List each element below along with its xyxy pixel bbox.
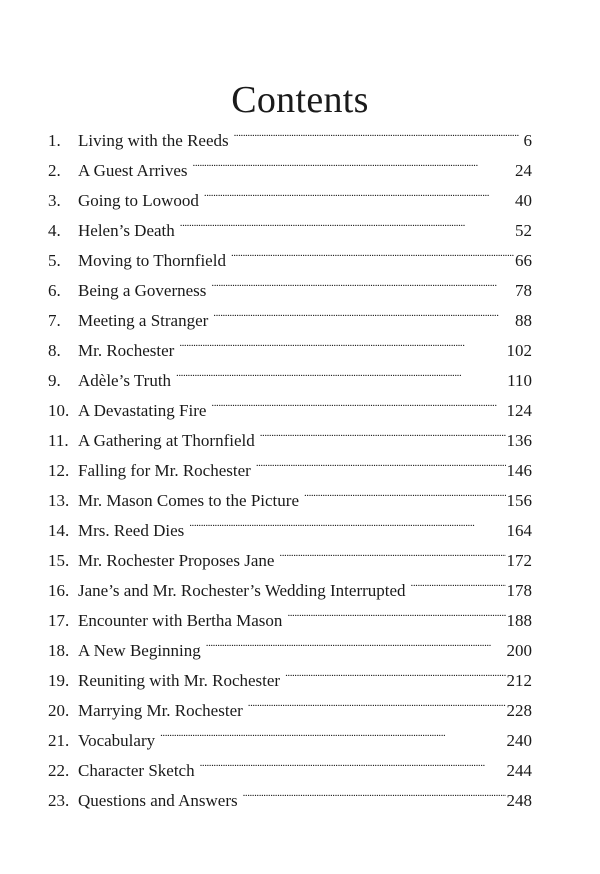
dot-leader xyxy=(213,296,514,326)
page-number: 110 xyxy=(507,371,532,390)
dot-leader xyxy=(200,746,506,776)
page-number: 156 xyxy=(506,491,532,510)
chapter-title: Jane’s and Mr. Rochester’s Wedding Interrupted xyxy=(78,581,406,600)
dot-leader xyxy=(179,326,505,356)
chapter-title: A Devastating Fire xyxy=(78,401,207,420)
page-number: 66 xyxy=(515,251,532,270)
page-number: 172 xyxy=(506,551,532,570)
dot-leader xyxy=(204,176,514,206)
dot-leader xyxy=(248,686,506,716)
chapter-number: 14. xyxy=(48,521,70,540)
page-number: 212 xyxy=(506,671,532,690)
dot-leader xyxy=(231,236,514,266)
chapter-number: 7. xyxy=(48,311,61,330)
dot-leader xyxy=(285,656,505,686)
chapter-title: Adèle’s Truth xyxy=(78,371,172,390)
page-number: 240 xyxy=(506,731,532,750)
chapter-number: 22. xyxy=(48,761,70,780)
dot-leader xyxy=(206,626,506,656)
chapter-number: 15. xyxy=(48,551,70,570)
dot-leader xyxy=(180,206,514,236)
page-number: 164 xyxy=(506,521,532,540)
chapter-title: Encounter with Bertha Mason xyxy=(78,611,283,630)
chapter-number: 1. xyxy=(48,131,61,150)
page-number: 6 xyxy=(523,131,532,150)
chapter-number: 5. xyxy=(48,251,61,270)
dot-leader xyxy=(189,506,505,536)
chapter-number: 18. xyxy=(48,641,70,660)
dot-leader xyxy=(287,596,505,626)
chapter-title: Mr. Rochester xyxy=(78,341,175,360)
chapter-title: Living with the Reeds xyxy=(78,131,229,150)
chapter-title: Character Sketch xyxy=(78,761,195,780)
page-number: 88 xyxy=(515,311,532,330)
dot-leader xyxy=(176,356,506,386)
page-number: 188 xyxy=(506,611,532,630)
chapter-title: Mr. Rochester Proposes Jane xyxy=(78,551,275,570)
chapter-number: 4. xyxy=(48,221,61,240)
page-number: 124 xyxy=(506,401,532,420)
table-of-contents xyxy=(48,116,532,810)
chapter-number: 13. xyxy=(48,491,70,510)
chapter-number: 12. xyxy=(48,461,70,480)
page-number: 178 xyxy=(506,581,532,600)
dot-leader xyxy=(304,476,506,506)
chapter-number: 21. xyxy=(48,731,70,750)
dot-leader xyxy=(243,776,506,806)
dot-leader xyxy=(260,416,506,446)
page-number: 24 xyxy=(515,161,532,180)
chapter-title: Reuniting with Mr. Rochester xyxy=(78,671,281,690)
chapter-title: A Guest Arrives xyxy=(78,161,188,180)
page-number: 136 xyxy=(506,431,532,450)
page-number: 78 xyxy=(515,281,532,300)
chapter-title: Helen’s Death xyxy=(78,221,175,240)
page-number: 146 xyxy=(506,461,532,480)
dot-leader xyxy=(256,446,506,476)
chapter-number: 8. xyxy=(48,341,61,360)
page-title: Contents xyxy=(231,79,369,122)
chapter-number: 20. xyxy=(48,701,70,720)
chapter-title: Mrs. Reed Dies xyxy=(78,521,185,540)
chapter-number: 17. xyxy=(48,611,70,630)
chapter-number: 16. xyxy=(48,581,70,600)
toc-entry-1[interactable] xyxy=(48,116,532,150)
page-number: 248 xyxy=(506,791,532,810)
chapter-number: 23. xyxy=(48,791,70,810)
page-number: 40 xyxy=(515,191,532,210)
chapter-title: Mr. Mason Comes to the Picture xyxy=(78,491,299,510)
chapter-number: 6. xyxy=(48,281,61,300)
chapter-title: A Gathering at Thornfield xyxy=(78,431,255,450)
dot-leader xyxy=(211,266,514,296)
dot-leader xyxy=(234,116,523,146)
chapter-number: 9. xyxy=(48,371,61,390)
chapter-title: Meeting a Stranger xyxy=(78,311,209,330)
chapter-title: Marrying Mr. Rochester xyxy=(78,701,243,720)
dot-leader xyxy=(193,146,514,176)
page-number: 52 xyxy=(515,221,532,240)
chapter-title: Being a Governess xyxy=(78,281,207,300)
chapter-number: 3. xyxy=(48,191,61,210)
dot-leader xyxy=(211,386,505,416)
chapter-number: 19. xyxy=(48,671,70,690)
chapter-number: 11. xyxy=(48,431,69,450)
page-number: 228 xyxy=(506,701,532,720)
chapter-number: 10. xyxy=(48,401,70,420)
dot-leader xyxy=(279,536,505,566)
page-number: 102 xyxy=(506,341,532,360)
chapter-title: Questions and Answers xyxy=(78,791,238,810)
chapter-number: 2. xyxy=(48,161,61,180)
page-number: 200 xyxy=(506,641,532,660)
chapter-title: Going to Lowood xyxy=(78,191,199,210)
chapter-title: Moving to Thornfield xyxy=(78,251,226,270)
page-number: 244 xyxy=(506,761,532,780)
chapter-title: A New Beginning xyxy=(78,641,201,660)
chapter-title: Falling for Mr. Rochester xyxy=(78,461,251,480)
dot-leader xyxy=(160,716,505,746)
dot-leader xyxy=(411,566,506,596)
chapter-title: Vocabulary xyxy=(78,731,156,750)
